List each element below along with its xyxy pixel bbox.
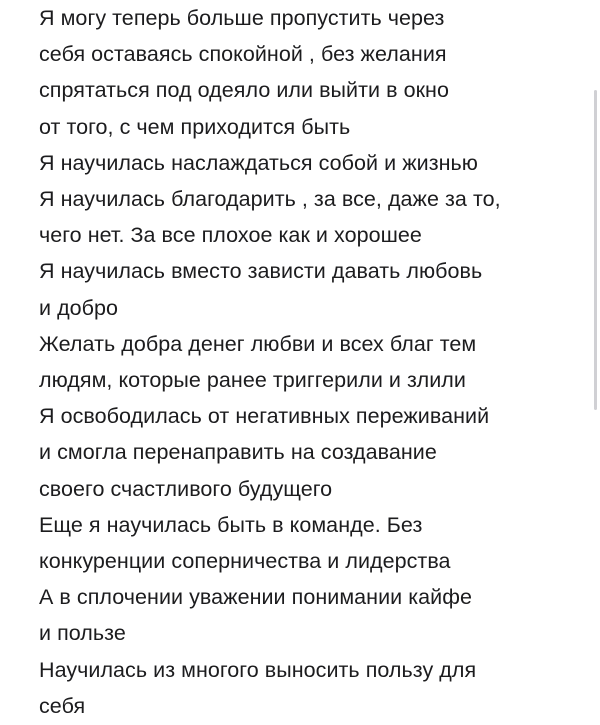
note-line: А в сплочении уважении понимании кайфе [39, 585, 472, 610]
note-line: Я могу теперь больше пропустить через [39, 6, 445, 30]
note-line: Я научилась благодарить , за все, даже за то, [39, 187, 501, 212]
note-line: людям, которые ранее триггерили и злили [39, 368, 466, 393]
note-line: себя оставаясь спокойной , без желания [39, 42, 447, 67]
note-line: Научилась из многого выносить пользу для [39, 657, 477, 682]
note-line: и пользе [39, 621, 126, 646]
note-line: конкуренции соперничества и лидерства [39, 549, 451, 574]
scrollbar[interactable] [592, 0, 600, 725]
note-line: Я научилась наслаждаться собой и жизнью [39, 150, 478, 175]
note-line: Еще я научилась быть в команде. Без [39, 512, 423, 537]
note-line: и добро [39, 295, 119, 320]
note-line: спрятаться под одеяло или выйти в окно [39, 78, 449, 103]
note-line: Я научилась вместо зависти давать любовь [39, 259, 483, 284]
note-line: от того, с чем приходится быть [39, 114, 351, 139]
note-text-body[interactable] [39, 0, 579, 724]
note-line: Желать добра денег любви и всех благ тем [39, 331, 477, 356]
note-line: Я освободилась от негативных переживаний [39, 404, 490, 429]
note-line: чего нет. За все плохое как и хорошее [39, 223, 422, 248]
note-line: своего счастливого будущего [39, 476, 333, 501]
note-line: и смогла перенаправить на создавание [39, 440, 437, 465]
scrollbar-thumb[interactable] [594, 90, 597, 410]
note-line: себя [39, 693, 86, 718]
